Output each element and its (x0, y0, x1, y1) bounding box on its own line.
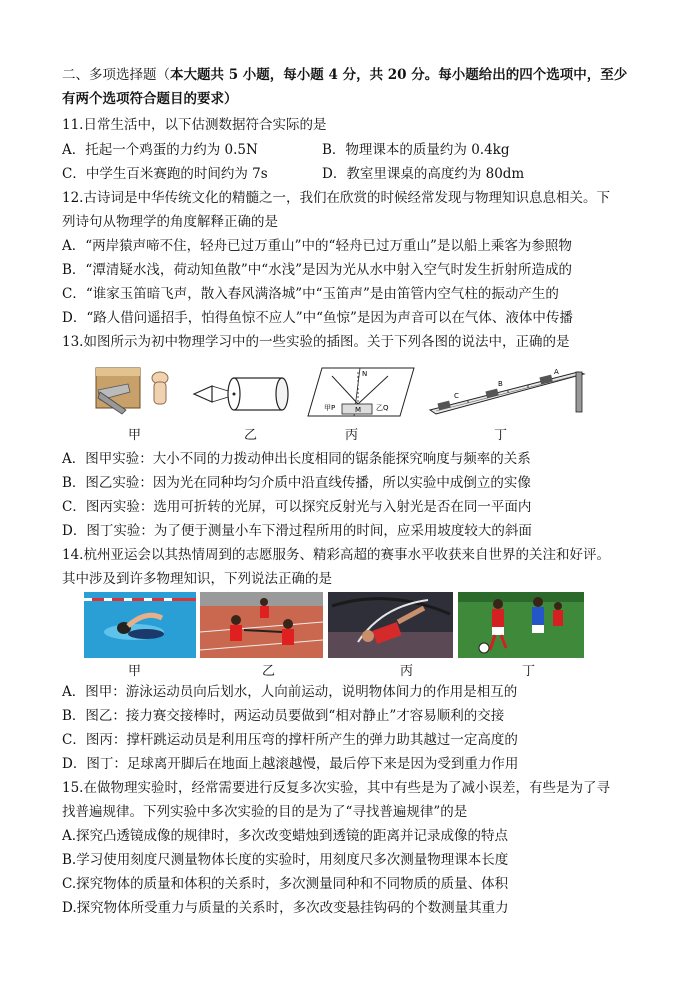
figure-pinhole-camera (190, 372, 294, 416)
photo-swimmer (84, 592, 196, 658)
section-title-bold: 本大题共 5 小题，每小题 4 分，共 20 分。每小题给出的四个选项中，至少 (170, 67, 628, 83)
q12-stem-line2: 列诗句从物理学的角度解释正确的是 (62, 214, 278, 230)
q13-stem: 13.如图所示为初中物理学习中的一些实验的插图。关于下列各图的说法中，正确的是 (62, 334, 570, 350)
section-title (62, 66, 627, 84)
label-plane-q: 乙Q (376, 404, 389, 412)
figure-incline-cart (428, 364, 590, 420)
q15-option-a: A.探究凸透镜成像的规律时，多次改变蜡烛到透镜的距离并记录成像的特点 (62, 828, 509, 844)
q12-stem-line1: 12.古诗词是中华传统文化的精髓之一，我们在欣赏的时候经常发现与物理知识息息相关。下 (62, 190, 610, 206)
q11-option-b: B．物理课本的质量约为 0.4kg (322, 142, 510, 158)
q11-option-a: A．托起一个鸡蛋的力约为 0.5N (62, 142, 258, 158)
figure-saw-blade (88, 362, 180, 422)
q13-label-yi: 乙 (244, 428, 258, 443)
q13-option-a: A．图甲实验：大小不同的力拨动伸出长度相同的锯条能探究响度与频率的关系 (62, 451, 531, 467)
q15-option-c: C.探究物体的质量和体积的关系时，多次测量同种和不同物质的质量、体积 (62, 876, 509, 892)
label-b: B (498, 380, 503, 388)
q14-label-bing: 丙 (400, 664, 414, 679)
q14-label-yi: 乙 (262, 664, 276, 679)
label-n: N (362, 370, 368, 378)
photo-pole-vault (328, 592, 453, 658)
q14-option-b: B．图乙：接力赛交接棒时，两运动员要做到“相对静止”才容易顺利的交接 (62, 708, 505, 724)
q14-option-c: C．图丙：撑杆跳运动员是利用压弯的撑杆所产生的弹力助其越过一定高度的 (62, 732, 518, 748)
q14-label-jia: 甲 (128, 664, 142, 679)
q11-option-d: D．教室里课桌的高度约为 80dm (322, 166, 525, 182)
label-m: M (355, 406, 362, 414)
q13-option-b: B．图乙实验：因为光在同种均匀介质中沿直线传播，所以实验中成倒立的实像 (62, 475, 531, 491)
q13-option-d: D．图丁实验：为了便于测量小车下滑过程所用的时间，应采用坡度较大的斜面 (62, 523, 532, 539)
q11-option-c: C．中学生百米赛跑的时间约为 7s (62, 166, 268, 182)
label-a: A (554, 368, 559, 376)
q12-option-a: A．“两岸猿声啼不住，轻舟已过万重山”中的“轻舟已过万重山”是以船上乘客为参照物 (62, 238, 572, 254)
label-c: C (454, 392, 459, 400)
label-plane-p: 甲P (324, 404, 336, 412)
q15-stem-line1: 15.在做物理实验时，经常需要进行反复多次实验，其中有些是为了减小误差，有些是为了寻 (62, 780, 610, 796)
section-title-line2: 有两个选项符合题目的要求） (62, 91, 238, 107)
q14-option-d: D．图丁：足球离开脚后在地面上越滚越慢，最后停下来是因为受到重力作用 (62, 756, 519, 772)
q14-stem-line1: 14.杭州亚运会以其热情周到的志愿服务、精彩高超的赛事水平收获来自世界的关注和好评。 (62, 547, 610, 563)
photo-relay (200, 592, 323, 658)
q15-option-d: D.探究物体所受重力与质量的关系时，多次改变悬挂钩码的个数测量其重力 (62, 900, 509, 916)
q15-stem-line2: 找普遍规律。下列实验中多次实验的目的是为了“寻找普遍规律”的是 (62, 804, 468, 820)
section-title-prefix: 二、多项选择题（ (62, 67, 170, 83)
q13-label-ding: 丁 (494, 428, 508, 443)
q15-option-b: B.学习使用刻度尺测量物体长度的实验时，用刻度尺多次测量物理课本长度 (62, 852, 509, 868)
q14-label-ding: 丁 (522, 664, 536, 679)
q13-option-c: C．图丙实验：选用可折转的光屏，可以探究反射光与入射光是否在同一平面内 (62, 499, 532, 515)
q12-option-c: C．“谁家玉笛暗飞声，散入春风满洛城”中“玉笛声”是由笛管内空气柱的振动产生的 (62, 286, 559, 302)
photo-football (458, 592, 584, 658)
q14-option-a: A．图甲：游泳运动员向后划水，人向前运动，说明物体间力的作用是相互的 (62, 684, 518, 700)
q13-label-bing: 丙 (345, 428, 359, 443)
q11-stem: 11.日常生活中，以下估测数据符合实际的是 (62, 117, 327, 133)
q14-stem-line2: 其中涉及到许多物理知识，下列说法正确的是 (62, 571, 332, 587)
figure-reflection-screen (302, 364, 420, 420)
q12-option-b: B．“潭清疑水浅，荷动知鱼散”中“水浅”是因为光从水中射入空气时发生折射所造成的 (62, 262, 573, 278)
q13-label-jia: 甲 (128, 428, 142, 443)
q12-option-d: D．“路人借问遥招手，怕得鱼惊不应人”中“鱼惊”是因为声音可以在气体、液体中传播 (62, 310, 573, 326)
